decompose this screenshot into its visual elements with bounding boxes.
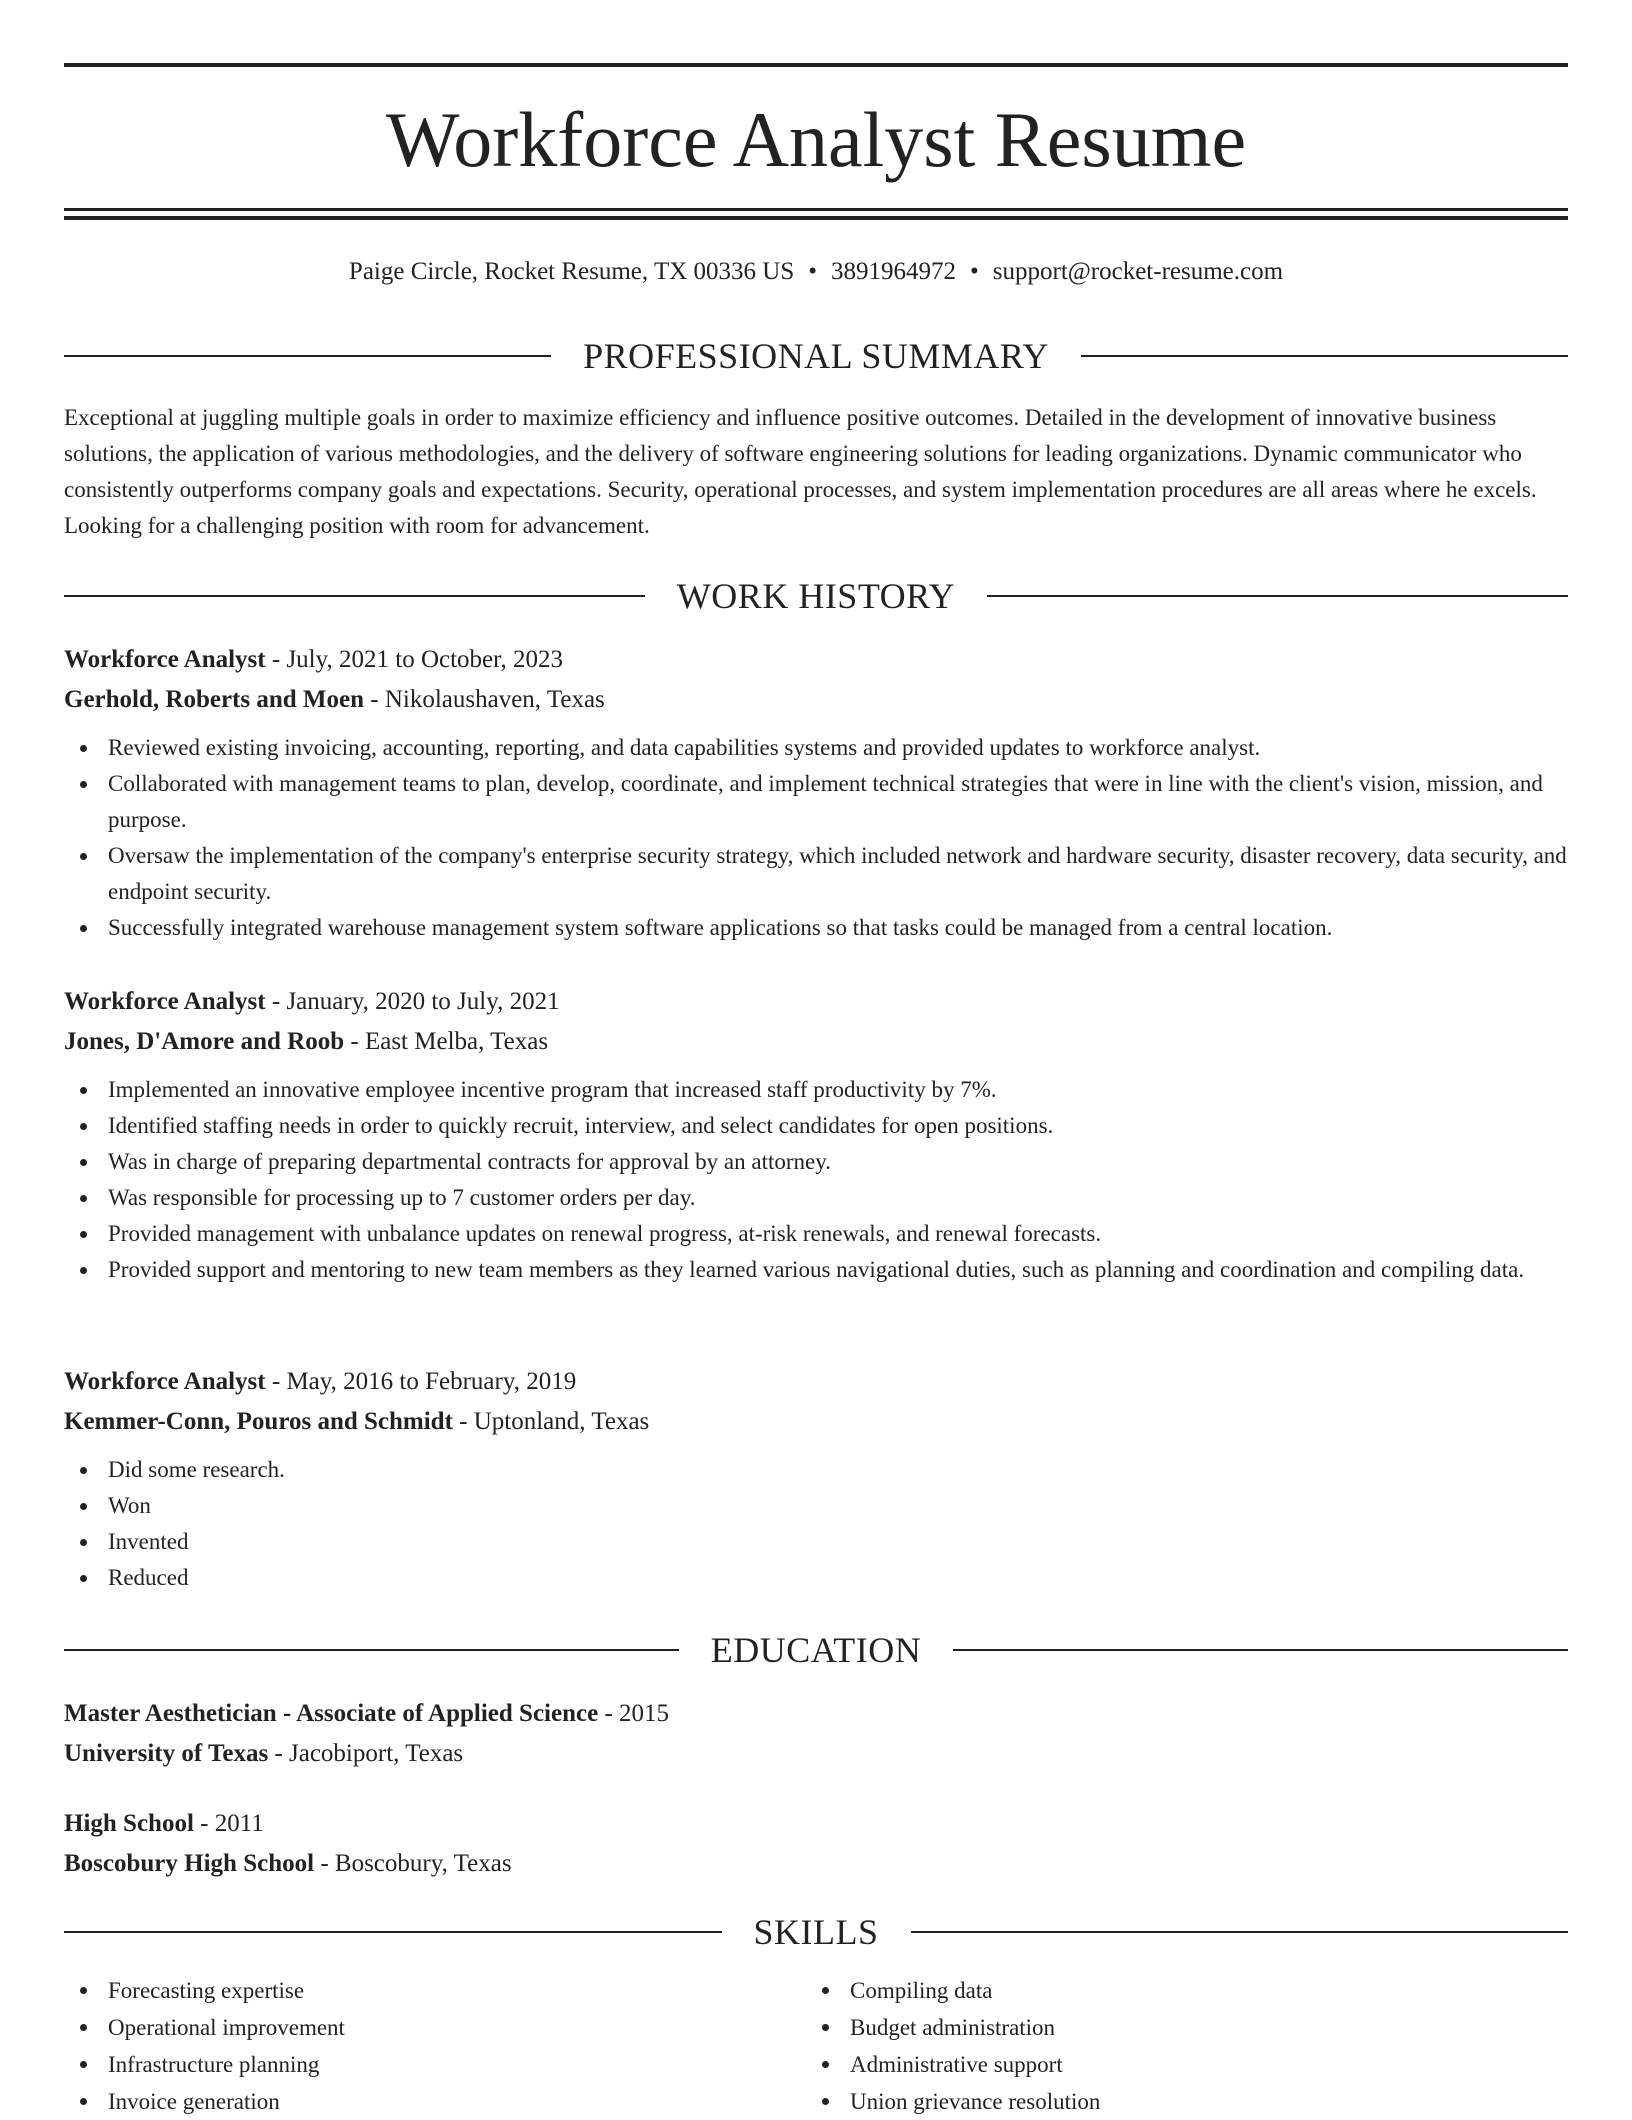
skill-item: Union grievance resolution <box>806 2083 1548 2120</box>
skill-item: Invoice generation <box>64 2083 806 2120</box>
job-dates: - July, 2021 to October, 2023 <box>265 646 563 673</box>
skill-item: Budget administration <box>806 2009 1548 2046</box>
skill-item: Compiling data <box>806 1972 1548 2009</box>
section-header-education <box>64 1628 1568 1672</box>
job-bullet: Provided support and mentoring to new team members as they learned various navigational duties, such as planning and coordination and compiling data. <box>64 1252 1568 1288</box>
job-entry <box>64 982 1568 1288</box>
job-bullets <box>64 1452 1568 1596</box>
skill-item: Forecasting expertise <box>64 1972 806 2009</box>
job-bullet: Implemented an innovative employee incentive program that increased staff productivity by 7%. <box>64 1072 1568 1108</box>
section-rule <box>987 595 1568 597</box>
section-rule <box>64 1931 722 1933</box>
job-title-line <box>64 640 1568 680</box>
section-rule <box>64 595 645 597</box>
job-bullet: Reduced <box>64 1560 1568 1596</box>
contact-phone: 3891964972 <box>831 258 956 285</box>
job-company: Gerhold, Roberts and Moen <box>64 686 364 713</box>
resume-title: Workforce Analyst Resume <box>385 96 1247 183</box>
job-location: - Nikolaushaven, Texas <box>364 686 605 713</box>
education-location: - Boscobury, Texas <box>314 1850 512 1877</box>
job-title: Workforce Analyst <box>64 1368 266 1395</box>
job-dates: - May, 2016 to February, 2019 <box>265 1368 577 1395</box>
contact-address: Paige Circle, Rocket Resume, TX 00336 US <box>348 258 795 285</box>
section-header-work-history <box>64 574 1568 618</box>
job-company-line <box>64 1402 1568 1442</box>
job-bullet: Successfully integrated warehouse management system software applications so that tasks could be managed from a central location. <box>64 910 1568 946</box>
section-rule <box>911 1931 1569 1933</box>
skill-item: Infrastructure planning <box>64 2046 806 2083</box>
skills-bullets <box>806 1972 1548 2120</box>
education-entry <box>64 1804 1568 1884</box>
contact-line <box>64 255 1568 289</box>
summary-paragraph: Exceptional at juggling multiple goals in order to maximize efficiency and influence positive outcomes. Detailed in the development of innovative business solutions, the application of various methodologies, and the delivery of software engineering solutions for leading organizations. Dynamic communicator who consistently outperforms company goals and expectations. Security, operational processes, and system implementation procedures are all areas where he excels. Looking for a challenging position with room for advancement. <box>64 405 1537 538</box>
education-degree-line <box>64 1694 1568 1734</box>
contact-separator: • <box>808 258 817 285</box>
skills-list <box>64 1972 1568 2120</box>
job-bullet: Identified staffing needs in order to quickly recruit, interview, and select candidates for open positions. <box>64 1108 1568 1144</box>
title-rule-upper <box>64 208 1568 211</box>
job-bullet: Was responsible for processing up to 7 customer orders per day. <box>64 1180 1568 1216</box>
education-school: Boscobury High School <box>64 1850 315 1877</box>
job-company: Kemmer-Conn, Pouros and Schmidt <box>64 1408 453 1435</box>
job-bullet: Won <box>64 1488 1568 1524</box>
job-bullet: Did some research. <box>64 1452 1568 1488</box>
section-header-summary <box>64 334 1568 378</box>
education-school-line <box>64 1844 1568 1884</box>
section-title: WORK HISTORY <box>676 576 956 616</box>
education-year: - 2011 <box>193 1810 264 1837</box>
job-bullet: Provided management with unbalance updates on renewal progress, at-risk renewals, and renewal forecasts. <box>64 1216 1568 1252</box>
job-location: - Uptonland, Texas <box>452 1408 650 1435</box>
job-bullet: Collaborated with management teams to plan, develop, coordinate, and implement technical strategies that were in line with the client's vision, mission, and purpose. <box>64 766 1568 838</box>
job-entry <box>64 1362 1568 1596</box>
section-title: EDUCATION <box>710 1630 922 1670</box>
job-title-line <box>64 982 1568 1022</box>
section-title: SKILLS <box>753 1912 879 1952</box>
job-title: Workforce Analyst <box>64 988 266 1015</box>
job-bullet: Invented <box>64 1524 1568 1560</box>
education-school: University of Texas <box>64 1740 269 1767</box>
skill-item: Operational improvement <box>64 2009 806 2046</box>
education-location: - Jacobiport, Texas <box>268 1740 464 1767</box>
contact-separator: • <box>970 258 979 285</box>
education-entry <box>64 1694 1568 1774</box>
job-title-line <box>64 1362 1568 1402</box>
section-header-skills <box>64 1910 1568 1954</box>
education-degree: Master Aesthetician - Associate of Applied Science <box>64 1700 599 1727</box>
job-title: Workforce Analyst <box>64 646 266 673</box>
education-degree: High School <box>64 1810 194 1837</box>
job-company-line <box>64 680 1568 720</box>
job-company: Jones, D'Amore and Roob <box>64 1028 345 1055</box>
section-title: PROFESSIONAL SUMMARY <box>583 336 1049 376</box>
skills-column-left <box>64 1972 806 2120</box>
education-year: - 2015 <box>598 1700 670 1727</box>
job-company-line <box>64 1022 1568 1062</box>
job-entry <box>64 640 1568 946</box>
section-rule <box>953 1649 1568 1651</box>
section-rule <box>64 1649 679 1651</box>
job-dates: - January, 2020 to July, 2021 <box>265 988 560 1015</box>
title-rule-lower <box>64 216 1568 220</box>
job-bullet: Oversaw the implementation of the company's enterprise security strategy, which included network and hardware security, disaster recovery, data security, and endpoint security. <box>64 838 1568 910</box>
job-location: - East Melba, Texas <box>344 1028 549 1055</box>
job-bullet: Reviewed existing invoicing, accounting, reporting, and data capabilities systems and provided updates to workforce analyst. <box>64 730 1568 766</box>
education-degree-line <box>64 1804 1568 1844</box>
top-rule <box>64 63 1568 67</box>
education-school-line <box>64 1734 1568 1774</box>
job-bullets <box>64 1072 1568 1288</box>
job-bullets <box>64 730 1568 946</box>
section-rule <box>1081 355 1568 357</box>
contact-email: support@rocket-resume.com <box>992 258 1284 285</box>
job-bullet: Was in charge of preparing departmental contracts for approval by an attorney. <box>64 1144 1568 1180</box>
skills-bullets <box>64 1972 806 2120</box>
skill-item: Administrative support <box>806 2046 1548 2083</box>
skills-column-right <box>806 1972 1548 2120</box>
section-rule <box>64 355 551 357</box>
